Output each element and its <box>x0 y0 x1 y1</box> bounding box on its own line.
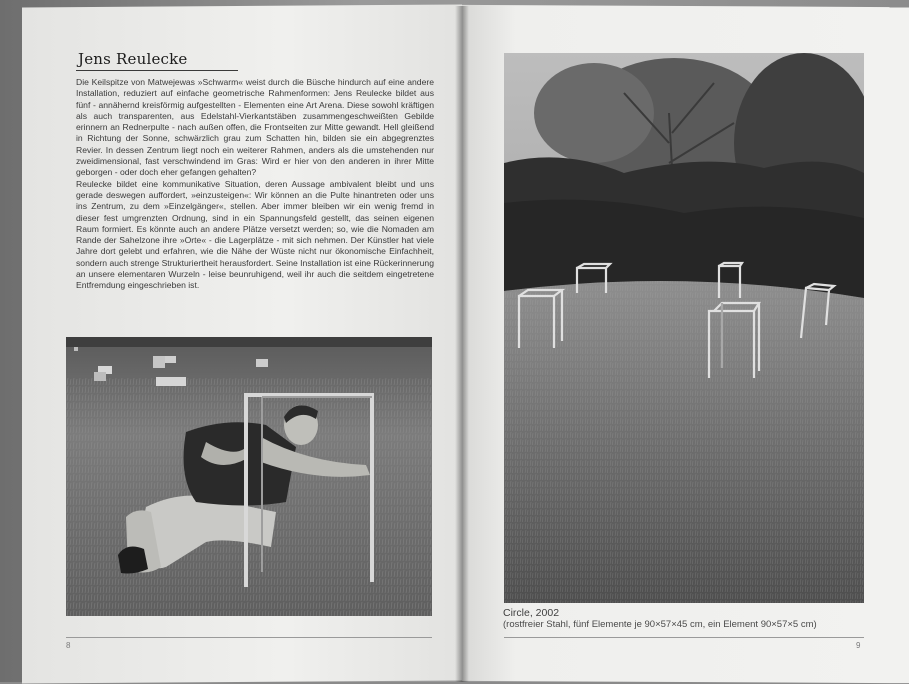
paragraph-1: Die Keilspitze von Matwejewas »Schwarm« weist durch die Büsche hindurch auf eine andere Installation, reduziert auf einfache geometrische Rahmenformen: Jens Reulecke bildet aus fünf - annähernd kreisförmig aufgestellten - Elementen eine Art Arena. Diese sowohl kräftigen als auch transparenten, aus Edelstahl-Vierkantstäben zusammengeschweißten Gebilde erinnern an Rednerpulte - nach außen offen, die Frontseiten zur Mitte gewandt. Hell gleißend in Richtung der Sonne, schwärzlich grau zum Schatten hin, bilden sie ein abgegrenztes Revier. In dessen Zentrum liegt noch ein weiterer Rahmen, anders als die umstehenden nur zweidimensional, fast verschwindend im Gras: Wird er hier von den anderen in ihrer Mitte geborgen - oder doch eher gefangen gehalten? <box>76 77 434 178</box>
photo-installation-illustration <box>504 53 864 603</box>
photo-installation-circle <box>504 53 864 603</box>
paragraph-2: Reulecke bildet eine kommunikative Situation, deren Aussage ambivalent bleibt und uns gerade deswegen auffordert, »einzusteigen«: Wir können an die Pulte hinantreten oder uns ins Zentrum, zu dem »Einzelgänger«, stellen. Aber immer bleiben wir ein wenig fremd in dieser fest umgrenzten Ordnung, sind in ein Spannungsfeld gestellt, das seinen eigenen Raum formiert. Es könnte auch an andere Plätze versetzt werden; so, wie die Nomaden am Rande der Sahelzone ihre »Orte« - die Lagerplätze - mit sich nehmen. Der Künstler hat viele Jahre dort gelebt und erfahren, wie die Nähe der Wüste nicht nur ökonomische Einfachheit, sondern auch strenge Strukturiertheit herausfordert. Seine Installation ist eine Rückerinnerung an unsere elementaren Wurzeln - leise beunruhigend, weil ihr auch die seitdem eingetretene Entfremdung eingeschrieben ist. <box>76 178 434 291</box>
caption-title: Circle, 2002 <box>503 607 560 619</box>
photo-artist-illustration <box>66 337 432 616</box>
left-page-number: 8 <box>66 641 71 650</box>
caption-detail: (rostfreier Stahl, fünf Elemente je 90×57×45 cm, ein Element 90×57×5 cm) <box>503 619 817 630</box>
right-footer-rule <box>504 637 864 638</box>
photo-artist-with-frame <box>66 337 432 616</box>
photo-caption <box>503 607 863 631</box>
article-body <box>76 77 434 292</box>
title-underline <box>76 70 238 71</box>
left-footer-rule <box>66 637 432 638</box>
right-page-number: 9 <box>856 641 861 650</box>
book-gutter <box>455 6 469 682</box>
article-title: Jens Reulecke <box>78 50 188 68</box>
